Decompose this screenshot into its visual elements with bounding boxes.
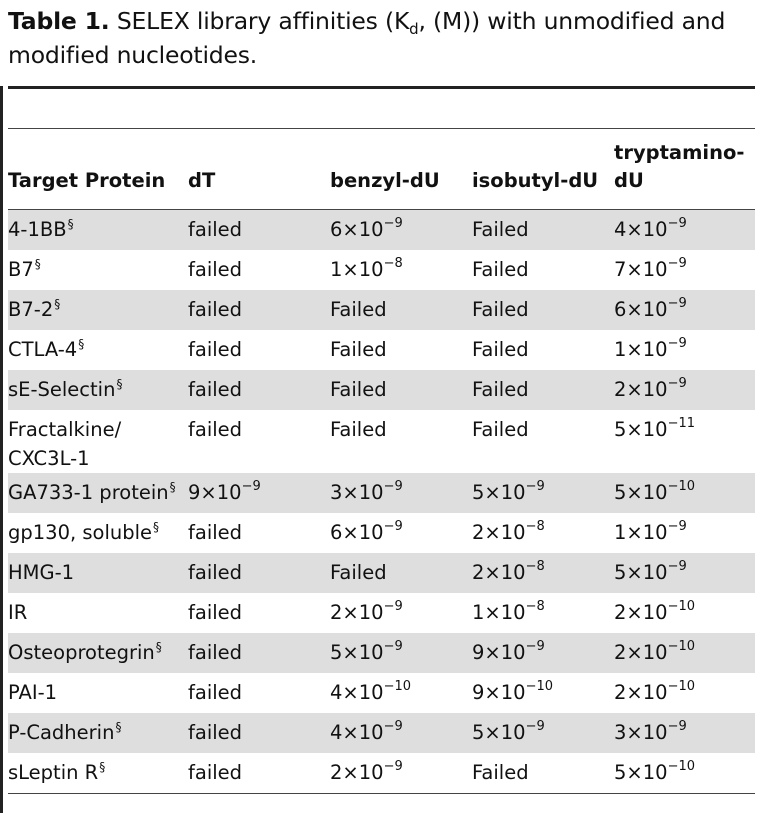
status-text: failed: [188, 721, 243, 744]
table-row: [8, 410, 755, 473]
table-row: [8, 593, 755, 633]
kd-mantissa: 4: [330, 681, 343, 704]
cell-dt: [188, 330, 330, 370]
left-margin-bar: [0, 86, 3, 813]
cell-tryptamino-du: $5\times 10^{-10}$: [614, 753, 755, 794]
kd-exponent: −10: [667, 639, 696, 654]
caption-text-line2: modified nucleotides.: [8, 41, 258, 69]
section-mark: §: [54, 297, 61, 311]
cell-benzyl-du: $4\times 10^{-9}$: [330, 713, 472, 753]
kd-exponent: −9: [383, 639, 403, 654]
protein-name: sE-Selectin: [8, 378, 116, 401]
kd-mantissa: 4: [614, 218, 627, 241]
status-text: Failed: [330, 378, 387, 401]
cell-isobutyl-du: [472, 330, 614, 370]
table-row: [8, 473, 755, 513]
header-benzyl-du: benzyl-dU: [330, 129, 472, 210]
header-tryptamino-du: tryptamino-dU: [614, 129, 755, 210]
cell-isobutyl-du: $9\times 10^{-9}$: [472, 633, 614, 673]
cell-isobutyl-du: [472, 753, 614, 794]
status-text: Failed: [472, 258, 529, 281]
protein-name: B7-2: [8, 298, 54, 321]
status-text: failed: [188, 761, 243, 784]
cell-isobutyl-du: $1\times 10^{-8}$: [472, 599, 545, 624]
kd-mantissa: 5: [472, 481, 485, 504]
kd-mantissa: 2: [330, 601, 343, 624]
status-text: failed: [188, 561, 243, 584]
kd-mantissa: 1: [614, 338, 627, 361]
cell-benzyl-du: $3\times 10^{-9}$: [330, 473, 472, 513]
cell-benzyl-du: [330, 410, 472, 473]
kd-exponent: −9: [383, 216, 403, 231]
kd-mantissa: 1: [330, 258, 343, 281]
kd-mantissa: 5: [614, 561, 627, 584]
cell-benzyl-du: $1\times 10^{-8}$: [330, 256, 403, 281]
protein-name: gp130, soluble: [8, 521, 153, 544]
kd-exponent: −10: [383, 679, 412, 694]
cell-tryptamino-du: $7\times 10^{-9}$: [614, 256, 687, 281]
protein-name: IR: [8, 601, 28, 624]
table-row: [8, 753, 755, 794]
table-caption: [8, 4, 760, 72]
cell-target-protein: [8, 410, 188, 473]
status-text: failed: [188, 521, 243, 544]
kd-mantissa: 1: [472, 601, 485, 624]
section-mark: §: [34, 257, 41, 271]
status-text: Failed: [472, 218, 529, 241]
protein-name: PAI-1: [8, 681, 58, 704]
table-row: [8, 330, 755, 370]
kd-exponent: −9: [667, 256, 687, 271]
cell-isobutyl-du: $2\times 10^{-8}$: [472, 553, 614, 593]
status-text: Failed: [330, 298, 387, 321]
protein-name: B7: [8, 258, 34, 281]
cell-dt: [188, 370, 330, 410]
cell-isobutyl-du: $5\times 10^{-9}$: [472, 473, 614, 513]
top-rule: [8, 86, 755, 89]
kd-exponent: −10: [667, 599, 696, 614]
cell-isobutyl-du: $2\times 10^{-8}$: [472, 519, 545, 544]
cell-benzyl-du: $6\times 10^{-9}$: [330, 519, 403, 544]
cell-tryptamino-du: $1\times 10^{-9}$: [614, 336, 687, 361]
cell-target-protein: [8, 753, 188, 794]
cell-tryptamino-du: $3\times 10^{-9}$: [614, 713, 755, 753]
affinity-table: [8, 129, 755, 794]
kd-exponent: −8: [383, 256, 403, 271]
kd-exponent: −9: [667, 336, 687, 351]
kd-exponent: −9: [241, 479, 261, 494]
kd-mantissa: 2: [614, 601, 627, 624]
kd-exponent: −9: [383, 479, 403, 494]
kd-mantissa: 2: [330, 761, 343, 784]
kd-exponent: −9: [667, 559, 687, 574]
kd-mantissa: 5: [614, 761, 627, 784]
status-text: Failed: [330, 338, 387, 361]
section-mark: §: [155, 640, 162, 654]
kd-mantissa: 2: [472, 521, 485, 544]
kd-mantissa: 9: [188, 481, 201, 504]
table-row: [8, 633, 755, 673]
kd-exponent: −8: [525, 519, 545, 534]
cell-target-protein: [8, 513, 188, 553]
kd-mantissa: 2: [614, 641, 627, 664]
section-mark: §: [115, 720, 122, 734]
cell-target-protein: [8, 633, 188, 673]
cell-target-protein: [8, 713, 188, 753]
protein-name: 4-1BB: [8, 218, 67, 241]
status-text: failed: [188, 601, 243, 624]
status-text: failed: [188, 418, 243, 441]
kd-mantissa: 5: [614, 481, 627, 504]
cell-tryptamino-du: $4\times 10^{-9}$: [614, 210, 755, 251]
status-text: failed: [188, 641, 243, 664]
cell-dt: [188, 513, 330, 553]
kd-exponent: −9: [383, 519, 403, 534]
cell-dt: [188, 753, 330, 794]
kd-exponent: −9: [667, 376, 687, 391]
caption-subscript: d: [409, 20, 419, 38]
cell-target-protein: [8, 290, 188, 330]
kd-mantissa: 5: [330, 641, 343, 664]
cell-isobutyl-du: [472, 410, 614, 473]
table-row: [8, 290, 755, 330]
cell-tryptamino-du: $5\times 10^{-11}$: [614, 416, 696, 441]
kd-mantissa: 2: [614, 681, 627, 704]
section-mark: §: [99, 760, 106, 774]
cell-dt: $9\times 10^{-9}$: [188, 473, 330, 513]
kd-mantissa: 5: [614, 418, 627, 441]
table-row: [8, 713, 755, 753]
cell-dt: [188, 410, 330, 473]
cell-benzyl-du: $6\times 10^{-9}$: [330, 210, 472, 251]
status-text: Failed: [472, 338, 529, 361]
cell-isobutyl-du: [472, 210, 614, 251]
cell-dt: [188, 713, 330, 753]
table-body: [8, 210, 755, 794]
section-mark: §: [67, 217, 74, 231]
kd-exponent: −10: [667, 759, 696, 774]
kd-exponent: −10: [667, 479, 696, 494]
kd-mantissa: 1: [614, 521, 627, 544]
table-row: [8, 673, 755, 713]
protein-name: HMG-1: [8, 561, 75, 584]
cell-target-protein: [8, 210, 188, 251]
protein-name: CTLA-4: [8, 338, 78, 361]
status-text: Failed: [330, 561, 387, 584]
kd-mantissa: 3: [614, 721, 627, 744]
cell-target-protein: [8, 370, 188, 410]
cell-benzyl-du: [330, 553, 472, 593]
cell-tryptamino-du: $2\times 10^{-10}$: [614, 599, 696, 624]
table-header-row: [8, 129, 755, 210]
kd-exponent: −9: [667, 719, 687, 734]
cell-target-protein: [8, 250, 188, 290]
status-text: failed: [188, 218, 243, 241]
header-dt: dT: [188, 129, 330, 210]
table-row: [8, 250, 755, 290]
cell-tryptamino-du: $2\times 10^{-10}$: [614, 633, 755, 673]
kd-exponent: −9: [525, 719, 545, 734]
header-target-protein: Target Protein: [8, 129, 188, 210]
kd-mantissa: 3: [330, 481, 343, 504]
cell-benzyl-du: $5\times 10^{-9}$: [330, 633, 472, 673]
kd-mantissa: 5: [472, 721, 485, 744]
cell-target-protein: [8, 330, 188, 370]
kd-mantissa: 7: [614, 258, 627, 281]
kd-mantissa: 6: [330, 521, 343, 544]
kd-exponent: −10: [525, 679, 554, 694]
kd-exponent: −9: [667, 216, 687, 231]
kd-exponent: −9: [525, 479, 545, 494]
protein-name: P-Cadherin: [8, 721, 115, 744]
cell-isobutyl-du: [472, 250, 614, 290]
status-text: Failed: [472, 378, 529, 401]
kd-exponent: −9: [525, 639, 545, 654]
cell-tryptamino-du: $2\times 10^{-9}$: [614, 370, 755, 410]
kd-mantissa: 2: [472, 561, 485, 584]
cell-dt: [188, 210, 330, 251]
cell-isobutyl-du: $5\times 10^{-9}$: [472, 713, 614, 753]
section-mark: §: [116, 377, 123, 391]
table-row: [8, 210, 755, 251]
table-row: [8, 513, 755, 553]
kd-mantissa: 4: [330, 721, 343, 744]
section-mark: §: [169, 480, 176, 494]
section-mark: §: [153, 520, 160, 534]
cell-target-protein: [8, 473, 188, 513]
header-isobutyl-du: isobutyl-dU: [472, 129, 614, 210]
table-row: [8, 370, 755, 410]
status-text: Failed: [472, 761, 529, 784]
status-text: failed: [188, 258, 243, 281]
kd-exponent: −9: [383, 719, 403, 734]
cell-benzyl-du: $2\times 10^{-9}$: [330, 599, 403, 624]
cell-benzyl-du: [330, 290, 472, 330]
status-text: failed: [188, 298, 243, 321]
caption-label: Table 1.: [8, 7, 110, 35]
kd-mantissa: 2: [614, 378, 627, 401]
kd-exponent: −9: [383, 599, 403, 614]
cell-tryptamino-du: $5\times 10^{-9}$: [614, 553, 755, 593]
cell-isobutyl-du: [472, 370, 614, 410]
protein-name: GA733-1 protein: [8, 481, 169, 504]
cell-benzyl-du: $2\times 10^{-9}$: [330, 753, 472, 794]
cell-isobutyl-du: $9\times 10^{-10}$: [472, 679, 554, 704]
kd-exponent: −9: [667, 519, 687, 534]
cell-dt: [188, 593, 330, 633]
kd-exponent: −11: [667, 416, 696, 431]
kd-exponent: −8: [525, 559, 545, 574]
cell-tryptamino-du: $1\times 10^{-9}$: [614, 519, 687, 544]
status-text: failed: [188, 338, 243, 361]
status-text: failed: [188, 681, 243, 704]
kd-mantissa: 6: [330, 218, 343, 241]
kd-exponent: −9: [383, 759, 403, 774]
cell-dt: [188, 553, 330, 593]
cell-dt: [188, 250, 330, 290]
cell-benzyl-du: [330, 370, 472, 410]
cell-target-protein: [8, 673, 188, 713]
cell-dt: [188, 290, 330, 330]
caption-text: SELEX library affinities (K: [109, 7, 410, 35]
status-text: Failed: [472, 418, 529, 441]
table-row: [8, 553, 755, 593]
kd-mantissa: 9: [472, 681, 485, 704]
cell-target-protein: [8, 593, 188, 633]
cell-dt: [188, 633, 330, 673]
kd-exponent: −10: [667, 679, 696, 694]
protein-name: sLeptin R: [8, 761, 99, 784]
protein-name: Fractalkine/ CXC3L-1: [8, 418, 122, 470]
protein-name: Osteoprotegrin: [8, 641, 155, 664]
kd-mantissa: 6: [614, 298, 627, 321]
cell-target-protein: [8, 553, 188, 593]
kd-exponent: −9: [667, 296, 687, 311]
kd-exponent: −8: [525, 599, 545, 614]
status-text: Failed: [330, 418, 387, 441]
status-text: Failed: [472, 298, 529, 321]
status-text: failed: [188, 378, 243, 401]
cell-tryptamino-du: $5\times 10^{-10}$: [614, 473, 755, 513]
cell-benzyl-du: $4\times 10^{-10}$: [330, 679, 412, 704]
cell-benzyl-du: [330, 330, 472, 370]
cell-tryptamino-du: $6\times 10^{-9}$: [614, 290, 755, 330]
caption-text-continued: , (M)) with unmodified and: [418, 7, 726, 35]
cell-dt: [188, 673, 330, 713]
kd-mantissa: 9: [472, 641, 485, 664]
cell-isobutyl-du: [472, 290, 614, 330]
cell-tryptamino-du: $2\times 10^{-10}$: [614, 679, 696, 704]
section-mark: §: [78, 337, 85, 351]
